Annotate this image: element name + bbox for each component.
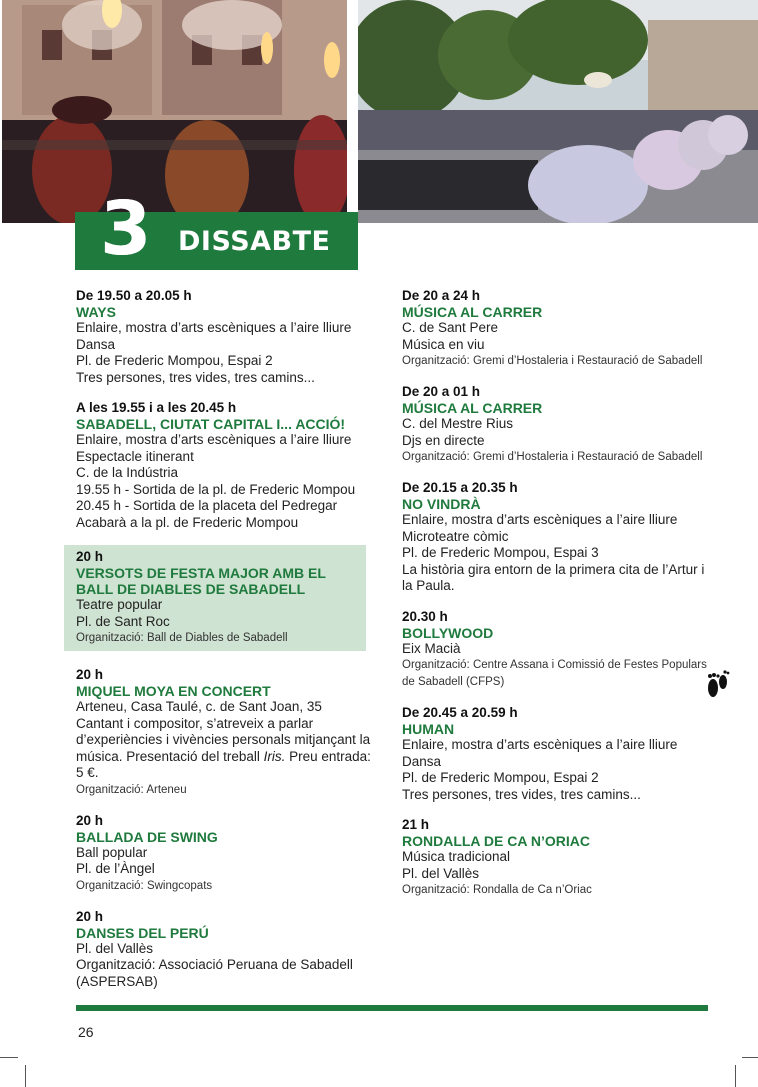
event-title: DANSES DEL PERÚ xyxy=(76,924,209,941)
event-item xyxy=(402,288,707,370)
event-organizer: Organització: Gremi d’Hostaleria i Restauració de Sabadell xyxy=(402,451,703,463)
event-item xyxy=(402,480,707,595)
crop-mark xyxy=(25,1065,26,1087)
event-detail: Enlaire, mostra d’arts escèniques a l’aire lliure xyxy=(402,512,678,527)
event-time: A les 19.55 i a les 20.45 h xyxy=(76,400,237,415)
event-detail: Teatre popular xyxy=(76,597,163,612)
event-detail: Música tradicional xyxy=(402,849,511,864)
event-title: NO VINDRÀ xyxy=(402,496,481,512)
event-detail: Enlaire, mostra d’arts escèniques a l’aire lliure xyxy=(76,320,352,335)
event-organizer: Organització: Arteneu xyxy=(76,783,187,796)
event-detail: Tres persones, tres vides, tres camins... xyxy=(76,369,315,385)
event-title: MIQUEL MOYA EN CONCERT xyxy=(76,683,271,699)
event-detail: Pl. del Vallès xyxy=(402,865,480,881)
event-detail: 20.45 h - Sortida de la placeta del Pedregar xyxy=(76,498,338,513)
event-organizer: Organització: Ball de Diables de Sabadell xyxy=(76,632,288,644)
event-detail: Arteneu, Casa Taulé, c. de Sant Joan, 35 xyxy=(76,699,322,714)
footprints-icon xyxy=(704,668,732,702)
event-detail: Djs en directe xyxy=(402,432,485,448)
event-time: De 19.50 a 20.05 h xyxy=(76,288,192,303)
event-detail: Pl. de Frederic Mompou, Espai 2 xyxy=(402,770,599,785)
event-item xyxy=(402,609,707,692)
event-title: BALLADA DE SWING xyxy=(76,828,218,845)
album-title: Iris. xyxy=(263,748,286,764)
event-title: RONDALLA DE CA N’ORIAC xyxy=(402,833,590,849)
bottom-divider xyxy=(76,1005,708,1011)
event-title: MÚSICA AL CARRER xyxy=(402,304,543,320)
event-organizer: Organització: Rondalla de Ca n’Oriac xyxy=(402,884,592,896)
day-name: DISSABTE xyxy=(178,226,331,257)
crop-mark xyxy=(742,1057,758,1058)
event-title: VERSOTS DE FESTA MAJOR AMB EL BALL DE DIABLES DE SABADELL xyxy=(76,565,326,597)
event-price: Preu entrada: 5 €. xyxy=(76,748,371,780)
event-time: 20.30 h xyxy=(402,608,448,624)
event-description xyxy=(76,716,376,782)
event-time: De 20 a 24 h xyxy=(402,288,481,303)
page-number: 26 xyxy=(78,1024,94,1040)
event-detail: Tres persones, tres vides, tres camins... xyxy=(402,786,641,802)
day-number: 3 xyxy=(100,186,150,272)
events-right-column xyxy=(402,288,707,913)
event-item xyxy=(76,813,376,895)
event-item xyxy=(402,817,707,899)
event-title: SABADELL, CIUTAT CAPITAL I... ACCIÓ! xyxy=(76,416,346,432)
event-time: 20 h xyxy=(76,667,104,682)
event-detail: C. de Sant Pere xyxy=(402,320,499,335)
event-time: 20 h xyxy=(76,549,104,564)
crop-mark xyxy=(735,1065,736,1087)
event-detail: Pl. de Sant Roc xyxy=(76,613,170,629)
event-detail: Espectacle itinerant xyxy=(76,448,194,464)
event-detail: 19.55 h - Sortida de la pl. de Frederic Mompou xyxy=(76,481,356,497)
event-detail: Dansa xyxy=(76,336,116,352)
event-item xyxy=(76,400,376,531)
event-detail: C. de la Indústria xyxy=(76,465,179,480)
event-time: 21 h xyxy=(402,817,430,832)
event-organizer: Organització: Centre Assana i Comissió de Festes Populars de Sabadell (CFPS) xyxy=(402,659,707,688)
event-detail: Dansa xyxy=(402,753,442,769)
correfoc-night-photo xyxy=(2,0,347,223)
event-detail: Pl. de Frederic Mompou, Espai 3 xyxy=(402,545,599,560)
event-detail: Ball popular xyxy=(76,844,148,860)
event-item xyxy=(402,384,707,466)
event-detail: Eix Macià xyxy=(402,640,461,656)
event-detail: Pl. de l’Àngel xyxy=(76,861,155,876)
event-detail: Acabarà a la pl. de Frederic Mompou xyxy=(76,514,299,530)
event-detail: Microteatre còmic xyxy=(402,528,509,544)
event-item xyxy=(76,288,376,386)
event-description-text: Cantant i compositor, s’atreveix a parlar d’experiències i vivències personals mitjançant la música. Presentació del treball xyxy=(76,715,371,764)
events-left-column xyxy=(76,288,376,1004)
event-time: 20 h xyxy=(76,908,104,924)
highlighted-event-item xyxy=(64,545,366,651)
event-detail: C. del Mestre Rius xyxy=(402,416,514,431)
peruvian-dancers-photo xyxy=(358,0,758,223)
event-detail: Música en viu xyxy=(402,336,485,352)
event-organizer: Organització: Gremi d’Hostaleria i Restauració de Sabadell xyxy=(402,355,703,367)
event-detail: Pl. de Frederic Mompou, Espai 2 xyxy=(76,353,273,368)
event-item xyxy=(402,705,707,803)
event-title: MÚSICA AL CARRER xyxy=(402,400,543,416)
crop-mark xyxy=(0,1057,18,1058)
event-time: 20 h xyxy=(76,812,104,828)
event-item xyxy=(76,909,376,991)
event-time: De 20.45 a 20.59 h xyxy=(402,705,518,720)
event-time: De 20 a 01 h xyxy=(402,384,481,399)
event-title: WAYS xyxy=(76,304,116,320)
event-title: BOLLYWOOD xyxy=(402,624,494,641)
event-detail: Organització: Associació Peruana de Sabadell (ASPERSAB) xyxy=(76,957,353,989)
event-detail: La història gira entorn de la primera cita de l’Artur i la Paula. xyxy=(402,561,705,593)
event-title: HUMAN xyxy=(402,721,455,737)
event-detail: Enlaire, mostra d’arts escèniques a l’aire lliure xyxy=(76,432,352,447)
event-time: De 20.15 a 20.35 h xyxy=(402,480,518,495)
event-detail: Pl. del Vallès xyxy=(76,940,154,956)
event-detail: Enlaire, mostra d’arts escèniques a l’aire lliure xyxy=(402,737,678,752)
event-organizer: Organització: Swingcopats xyxy=(76,879,213,892)
event-item xyxy=(76,667,376,799)
